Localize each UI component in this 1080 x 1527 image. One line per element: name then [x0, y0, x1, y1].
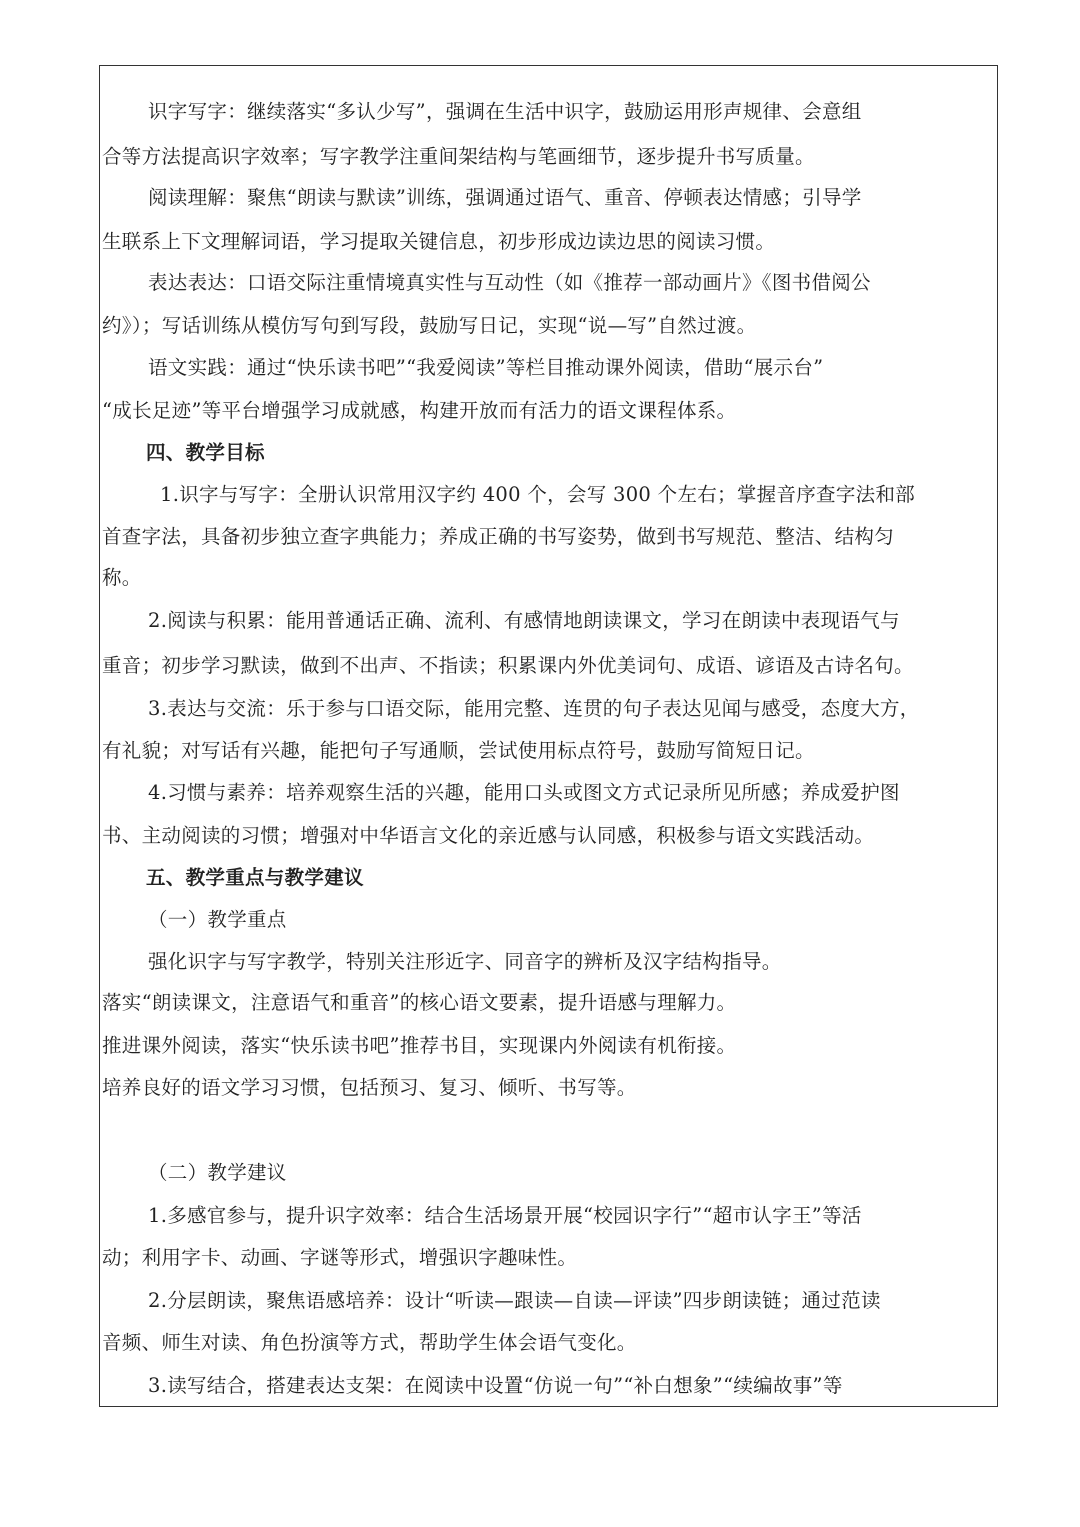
heading-teaching-goals: 四、教学目标 [146, 441, 265, 464]
goal-expression: 3.表达与交流：乐于参与口语交际，能用完整、连贯的句子表达见闻与感受，态度大方， [148, 697, 920, 720]
paragraph-expression-cont: 约》）；写话训练从模仿写句到写段，鼓励写日记，实现“说—写”自然过渡。 [102, 314, 757, 337]
suggestion-reading-aloud: 2.分层朗读，聚焦语感培养：设计“听读—跟读—自读—评读”四步朗读链；通过范读 [148, 1289, 881, 1312]
subheading-key-points: （一）教学重点 [148, 908, 287, 931]
subheading-suggestions: （二）教学建议 [148, 1161, 287, 1184]
suggestion-reading-aloud-cont: 音频、师生对读、角色扮演等方式，帮助学生体会语气变化。 [102, 1331, 637, 1354]
suggestion-multisensory: 1.多感官参与，提升识字效率：结合生活场景开展“校园识字行”“超市认字王”等活 [148, 1204, 862, 1227]
goal-expression-cont: 有礼貌；对写话有兴趣，能把句子写通顺，尝试使用标点符号，鼓励写简短日记。 [102, 739, 815, 762]
heading-key-points-and-suggestions: 五、教学重点与教学建议 [146, 866, 364, 889]
goal-literacy-cont: 首查字法，具备初步独立查字典能力；养成正确的书写姿势，做到书写规范、整洁、结构匀 [102, 525, 895, 548]
goal-literacy-end: 称。 [102, 566, 142, 589]
goal-reading-cont: 重音；初步学习默读，做到不出声、不指读；积累课内外优美词句、成语、谚语及古诗名句。 [102, 654, 914, 677]
key-point-item: 强化识字与写字教学，特别关注形近字、同音字的辨析及汉字结构指导。 [148, 950, 782, 973]
paragraph-reading: 阅读理解：聚焦“朗读与默读”训练，强调通过语气、重音、停顿表达情感；引导学 [148, 186, 862, 209]
goal-literacy: 1.识字与写字：全册认识常用汉字约 400 个，会写 300 个左右；掌握音序查字法和部 [160, 483, 916, 506]
paragraph-practice-cont: “成长足迹”等平台增强学习成就感，构建开放而有活力的语文课程体系。 [102, 399, 737, 422]
key-point-item: 推进课外阅读，落实“快乐读书吧”推荐书目，实现课内外阅读有机衔接。 [102, 1034, 737, 1057]
goal-reading: 2.阅读与积累：能用普通话正确、流利、有感情地朗读课文，学习在朗读中表现语气与 [148, 609, 900, 632]
key-point-item: 培养良好的语文学习习惯，包括预习、复习、倾听、书写等。 [102, 1076, 637, 1099]
paragraph-expression: 表达表达：口语交际注重情境真实性与互动性（如《推荐一部动画片》《图书借阅公 [148, 271, 871, 294]
paragraph-practice: 语文实践：通过“快乐读书吧”“我爱阅读”等栏目推动课外阅读，借助“展示台” [148, 356, 824, 379]
suggestion-multisensory-cont: 动；利用字卡、动画、字谜等形式，增强识字趣味性。 [102, 1246, 578, 1269]
suggestion-reading-writing: 3.读写结合，搭建表达支架：在阅读中设置“仿说一句”“补白想象”“续编故事”等 [148, 1374, 843, 1397]
paragraph-reading-cont: 生联系上下文理解词语，学习提取关键信息，初步形成边读边思的阅读习惯。 [102, 230, 776, 253]
paragraph-literacy: 识字写字：继续落实“多认少写”，强调在生活中识字，鼓励运用形声规律、会意组 [148, 100, 862, 123]
key-point-item: 落实“朗读课文，注意语气和重音”的核心语文要素，提升语感与理解力。 [102, 991, 737, 1014]
goal-habits-cont: 书、主动阅读的习惯；增强对中华语言文化的亲近感与认同感，积极参与语文实践活动。 [102, 824, 875, 847]
goal-habits: 4.习惯与素养：培养观察生活的兴趣，能用口头或图文方式记录所见所感；养成爱护图 [148, 781, 900, 804]
paragraph-literacy-cont: 合等方法提高识字效率；写字教学注重间架结构与笔画细节，逐步提升书写质量。 [102, 145, 815, 168]
